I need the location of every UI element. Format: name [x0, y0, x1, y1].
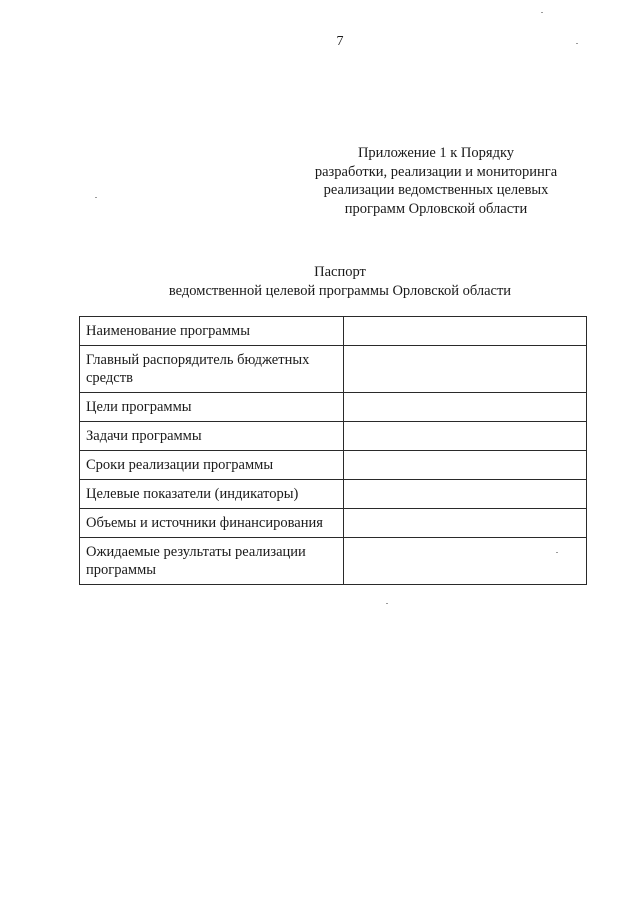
- table-row: [80, 393, 587, 422]
- passport-table: [79, 316, 587, 585]
- document-title: Паспорт: [314, 264, 366, 280]
- table-row: [80, 538, 587, 585]
- row-label: Сроки реализации программы: [80, 451, 344, 480]
- row-value: [344, 451, 587, 480]
- row-label: Главный распорядитель бюджетных средств: [80, 346, 344, 393]
- table-row: [80, 346, 587, 393]
- table-row: [80, 451, 587, 480]
- row-value: [344, 346, 587, 393]
- row-value: [344, 393, 587, 422]
- table-row: [80, 317, 587, 346]
- appendix-line: программ Орловской области: [344, 200, 528, 217]
- scan-speck: [386, 603, 388, 604]
- row-value: [344, 509, 587, 538]
- row-value: [344, 317, 587, 346]
- row-label: Наименование программы: [80, 317, 344, 346]
- table-row: [80, 509, 587, 538]
- scan-speck: [95, 197, 97, 198]
- appendix-line: разработки, реализации и мониторинга: [314, 163, 558, 180]
- row-label: Цели программы: [80, 393, 344, 422]
- row-label: Целевые показатели (индикаторы): [80, 480, 344, 509]
- scan-speck: [576, 43, 578, 44]
- row-label: Ожидаемые результаты реализации программы: [80, 538, 344, 585]
- document-subtitle: ведомственной целевой программы Орловской области: [168, 283, 512, 299]
- row-value: [344, 422, 587, 451]
- row-label: Объемы и источники финансирования: [80, 509, 344, 538]
- document-heading: [0, 263, 640, 301]
- appendix-line: Приложение 1 к Порядку: [357, 145, 515, 161]
- scan-speck: [556, 552, 558, 553]
- scan-speck: [541, 12, 543, 13]
- table-row: [80, 422, 587, 451]
- row-label: Задачи программы: [80, 422, 344, 451]
- appendix-note: [286, 144, 586, 218]
- row-value: [344, 480, 587, 509]
- row-value: [344, 538, 587, 585]
- appendix-line: реализации ведомственных целевых: [323, 182, 549, 198]
- page-number: 7: [336, 34, 344, 49]
- table-row: [80, 480, 587, 509]
